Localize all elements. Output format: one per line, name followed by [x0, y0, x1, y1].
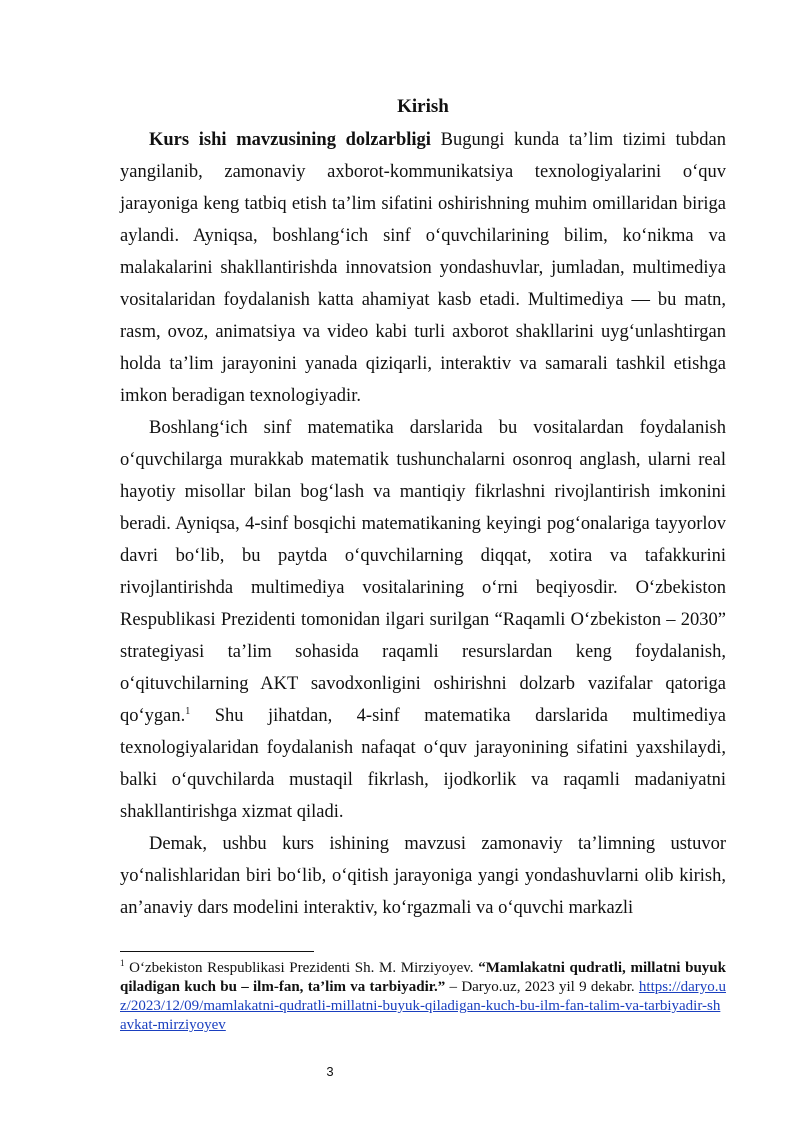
footnote-title: “Mamlakatni qudratli, millatni buyuk qiladigan kuch bu – ilm-fan, ta’lim va tarbiyadir.” [120, 960, 726, 995]
section-title: Kirish [397, 96, 449, 117]
body-text [120, 124, 726, 924]
footnote-source: – Daryo.uz, 2023 yil 9 dekabr. [445, 979, 639, 995]
paragraph-text: Bugungi kunda ta’lim tizimi tubdan yangilanib, zamonaviy axborot-kommunikatsiya texnologiyalarini o‘quv jarayoniga keng tatbiq etish ta’lim sifatini oshirishning muhim omillaridan biriga aylandi. Ayniqsa, boshlang‘ich sinf o‘quvchilarining bilim, ko‘nikma va malakalarini shakllantirishda innovatsion yondashuvlar, jumladan, multimediya vositalaridan foydalanish katta ahamiyat kasb etadi. Multimediya — bu matn, rasm, ovoz, animatsiya va video kabi turli axborot shakllarini uyg‘unlashtirgan holda ta’lim jarayonini yanada qiziqarli, interaktiv va samarali tashkil etishga imkon beradigan texnologiyadir. [120, 130, 726, 406]
paragraph-text: Demak, ushbu kurs ishining mavzusi zamonaviy ta’limning ustuvor yo‘nalishlaridan biri bo‘lib, o‘qitish jarayoniga yangi yondashuvlarni olib kirish, an’anaviy dars modelini interaktiv, ko‘rgazmali va o‘quvchi markazli [120, 834, 726, 918]
paragraph-lead-heading: Kurs ishi mavzusining dolzarbligi [149, 130, 431, 150]
paragraph-conclusion [120, 828, 726, 924]
footnote-reference[interactable]: 1 [185, 705, 191, 717]
paragraph-relevance [120, 124, 726, 412]
paragraph-text: Shu jihatdan, 4-sinf matematika darslarida multimediya texnologiyalaridan foydalanish nafaqat o‘quv jarayonining sifatini yaxshilaydi, balki o‘quvchilarda mustaqil fikrlash, ijodkorlik va raqamli madaniyatni shakllantirishga xizmat qiladi. [120, 706, 726, 822]
paragraph-math-lessons [120, 412, 726, 828]
footnote-separator [120, 951, 314, 952]
footnote-mark: 1 [120, 958, 125, 968]
footnote-prefix: O‘zbekiston Respublikasi Prezidenti Sh. M. Mirziyoyev. [124, 960, 479, 976]
page-number: 3 [326, 1064, 334, 1079]
paragraph-text: Boshlang‘ich sinf matematika darslarida bu vositalardan foydalanish o‘quvchilarga murakkab matematik tushunchalarni osonroq anglash, ularni real hayotiy misollar bilan bog‘lash va mantiqiy fikrlashni rivojlantirish imkonini beradi. Ayniqsa, 4-sinf bosqichi matematikaning keyingi pog‘onalariga tayyorlov davri bo‘lib, bu paytda o‘quvchilarning diqqat, xotira va tafakkurini rivojlantirishda multimediya vositalarining o‘rni beqiyosdir. O‘zbekiston Respublikasi Prezidenti tomonidan ilgari surilgan “Raqamli O‘zbekiston – 2030” strategiyasi ta’lim sohasida raqamli resurslardan keng foydalanish, o‘qituvchilarning AKT savodxonligini oshirishni dolzarb vazifalar qatoriga qo‘ygan. [120, 418, 726, 726]
footnote-link[interactable]: https://daryo.uz/2023/12/09/mamlakatni-qudratli-millatni-buyuk-qiladigan-kuch-bu-ilm-fan-talim-va-tarbiyadir-shavkat-mirziyoyev [120, 979, 726, 1033]
footnote [120, 959, 726, 1035]
